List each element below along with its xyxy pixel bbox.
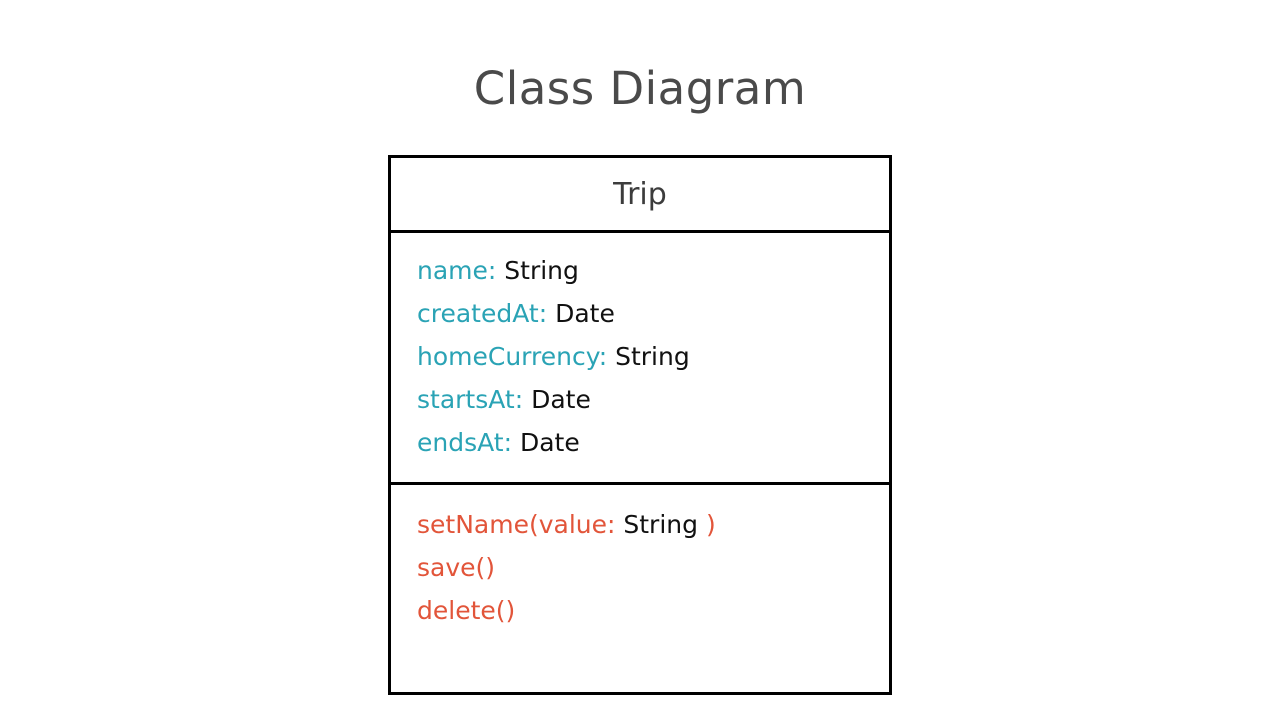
page-title: Class Diagram bbox=[473, 62, 807, 115]
attribute-row bbox=[417, 249, 889, 292]
method-param-type: String bbox=[623, 510, 698, 539]
class-box-trip bbox=[388, 155, 892, 695]
attribute-type: Date bbox=[531, 385, 591, 414]
attribute-name: endsAt: bbox=[417, 428, 513, 457]
method-row bbox=[417, 546, 889, 589]
attributes-section bbox=[391, 233, 889, 485]
method-name: save() bbox=[417, 553, 496, 582]
method-row bbox=[417, 503, 889, 546]
attribute-name: startsAt: bbox=[417, 385, 524, 414]
attribute-type: Date bbox=[555, 299, 615, 328]
method-name: setName(value: bbox=[417, 510, 616, 539]
method-suffix: ) bbox=[705, 510, 716, 539]
attribute-name: createdAt: bbox=[417, 299, 548, 328]
class-name: Trip bbox=[613, 176, 667, 212]
methods-section bbox=[391, 485, 889, 692]
attribute-row bbox=[417, 292, 889, 335]
attribute-type: String bbox=[615, 342, 690, 371]
attribute-name: name: bbox=[417, 256, 497, 285]
method-name: delete() bbox=[417, 596, 516, 625]
attribute-name: homeCurrency: bbox=[417, 342, 608, 371]
attribute-row bbox=[417, 378, 889, 421]
attribute-type: String bbox=[504, 256, 579, 285]
class-name-section bbox=[391, 158, 889, 233]
attribute-row bbox=[417, 335, 889, 378]
attribute-row bbox=[417, 421, 889, 464]
method-row bbox=[417, 589, 889, 632]
attribute-type: Date bbox=[519, 428, 580, 457]
